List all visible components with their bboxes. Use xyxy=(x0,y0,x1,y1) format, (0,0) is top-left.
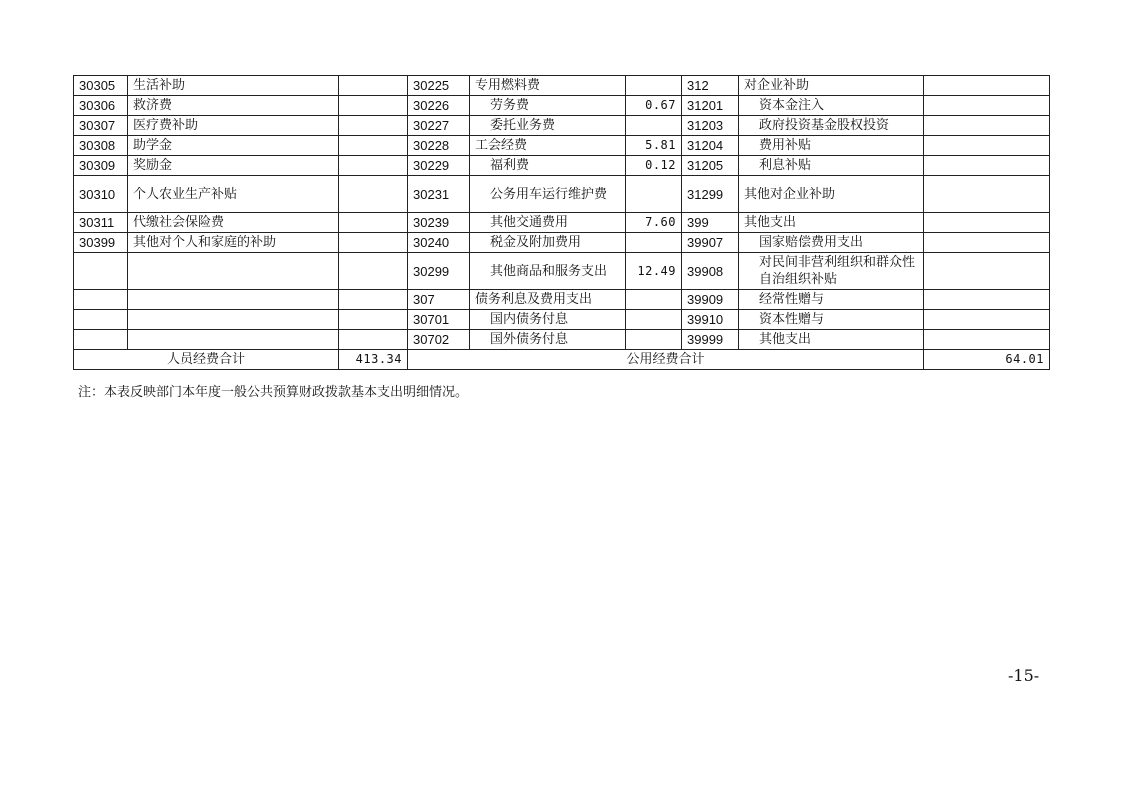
amount-cell: 12.49 xyxy=(626,253,682,290)
amount-cell xyxy=(339,290,408,310)
code-cell: 39909 xyxy=(682,290,739,310)
amount-cell xyxy=(339,330,408,350)
code-cell: 30239 xyxy=(408,213,470,233)
code-cell xyxy=(74,310,128,330)
amount-cell xyxy=(924,310,1050,330)
item-name-cell: 奖励金 xyxy=(128,156,339,176)
code-cell: 30309 xyxy=(74,156,128,176)
table-row xyxy=(74,76,1050,96)
amount-cell: 7.60 xyxy=(626,213,682,233)
table-row xyxy=(74,330,1050,350)
item-name-cell: 政府投资基金股权投资 xyxy=(739,116,924,136)
amount-cell xyxy=(339,116,408,136)
code-cell: 30305 xyxy=(74,76,128,96)
item-name-cell: 经常性赠与 xyxy=(739,290,924,310)
code-cell: 30299 xyxy=(408,253,470,290)
code-cell: 312 xyxy=(682,76,739,96)
personnel-total-label: 人员经费合计 xyxy=(74,350,339,370)
item-name-cell: 生活补助 xyxy=(128,76,339,96)
item-name-cell: 对民间非营利组织和群众性自治组织补贴 xyxy=(739,253,924,290)
amount-cell xyxy=(626,233,682,253)
code-cell: 399 xyxy=(682,213,739,233)
item-name-cell xyxy=(128,330,339,350)
amount-cell xyxy=(339,213,408,233)
amount-cell xyxy=(924,330,1050,350)
code-cell: 30701 xyxy=(408,310,470,330)
code-cell: 30229 xyxy=(408,156,470,176)
item-name-cell: 公务用车运行维护费 xyxy=(470,176,626,213)
code-cell: 30399 xyxy=(74,233,128,253)
table-row xyxy=(74,233,1050,253)
amount-cell xyxy=(626,76,682,96)
amount-cell xyxy=(924,156,1050,176)
item-name-cell: 其他对企业补助 xyxy=(739,176,924,213)
amount-cell xyxy=(626,290,682,310)
item-name-cell: 其他支出 xyxy=(739,213,924,233)
item-name-cell: 委托业务费 xyxy=(470,116,626,136)
table-body xyxy=(74,76,1050,370)
item-name-cell: 助学金 xyxy=(128,136,339,156)
amount-cell: 0.67 xyxy=(626,96,682,116)
amount-cell xyxy=(924,290,1050,310)
code-cell: 31204 xyxy=(682,136,739,156)
amount-cell xyxy=(626,176,682,213)
item-name-cell: 专用燃料费 xyxy=(470,76,626,96)
code-cell: 30311 xyxy=(74,213,128,233)
table-footnote: 注：本表反映部门本年度一般公共预算财政拨款基本支出明细情况。 xyxy=(78,385,469,400)
amount-cell xyxy=(924,253,1050,290)
code-cell: 30702 xyxy=(408,330,470,350)
personnel-total-value: 413.34 xyxy=(339,350,408,370)
code-cell: 30227 xyxy=(408,116,470,136)
amount-cell xyxy=(924,213,1050,233)
table-row xyxy=(74,136,1050,156)
amount-cell xyxy=(924,96,1050,116)
amount-cell: 0.12 xyxy=(626,156,682,176)
item-name-cell: 债务利息及费用支出 xyxy=(470,290,626,310)
item-name-cell: 国内债务付息 xyxy=(470,310,626,330)
code-cell: 31201 xyxy=(682,96,739,116)
amount-cell xyxy=(626,310,682,330)
item-name-cell: 医疗费补助 xyxy=(128,116,339,136)
amount-cell xyxy=(924,76,1050,96)
amount-cell xyxy=(924,116,1050,136)
table-row xyxy=(74,96,1050,116)
item-name-cell: 其他对个人和家庭的补助 xyxy=(128,233,339,253)
code-cell xyxy=(74,330,128,350)
amount-cell xyxy=(339,76,408,96)
item-name-cell: 国外债务付息 xyxy=(470,330,626,350)
amount-cell: 5.81 xyxy=(626,136,682,156)
amount-cell xyxy=(339,96,408,116)
table-row xyxy=(74,156,1050,176)
item-name-cell: 救济费 xyxy=(128,96,339,116)
code-cell: 30228 xyxy=(408,136,470,156)
code-cell: 31299 xyxy=(682,176,739,213)
code-cell: 31205 xyxy=(682,156,739,176)
item-name-cell: 资本金注入 xyxy=(739,96,924,116)
amount-cell xyxy=(626,330,682,350)
table-row xyxy=(74,253,1050,290)
item-name-cell: 工会经费 xyxy=(470,136,626,156)
item-name-cell: 税金及附加费用 xyxy=(470,233,626,253)
amount-cell xyxy=(339,156,408,176)
page-number: -15- xyxy=(1008,666,1040,685)
item-name-cell: 利息补贴 xyxy=(739,156,924,176)
code-cell: 30308 xyxy=(74,136,128,156)
amount-cell xyxy=(924,176,1050,213)
code-cell xyxy=(74,290,128,310)
code-cell xyxy=(74,253,128,290)
item-name-cell: 国家赔偿费用支出 xyxy=(739,233,924,253)
code-cell: 30231 xyxy=(408,176,470,213)
item-name-cell: 其他支出 xyxy=(739,330,924,350)
item-name-cell: 对企业补助 xyxy=(739,76,924,96)
code-cell: 307 xyxy=(408,290,470,310)
table-row xyxy=(74,310,1050,330)
item-name-cell: 代缴社会保险费 xyxy=(128,213,339,233)
code-cell: 30225 xyxy=(408,76,470,96)
code-cell: 30310 xyxy=(74,176,128,213)
expenditure-detail-table xyxy=(73,75,1050,370)
item-name-cell: 个人农业生产补贴 xyxy=(128,176,339,213)
item-name-cell: 劳务费 xyxy=(470,96,626,116)
code-cell: 30306 xyxy=(74,96,128,116)
amount-cell xyxy=(339,176,408,213)
totals-row xyxy=(74,350,1050,370)
public-total-value: 64.01 xyxy=(924,350,1050,370)
table-row xyxy=(74,176,1050,213)
table-row xyxy=(74,213,1050,233)
amount-cell xyxy=(339,253,408,290)
code-cell: 30226 xyxy=(408,96,470,116)
amount-cell xyxy=(339,310,408,330)
public-total-label: 公用经费合计 xyxy=(408,350,924,370)
item-name-cell: 费用补贴 xyxy=(739,136,924,156)
code-cell: 39999 xyxy=(682,330,739,350)
amount-cell xyxy=(626,116,682,136)
amount-cell xyxy=(924,233,1050,253)
code-cell: 39907 xyxy=(682,233,739,253)
code-cell: 30307 xyxy=(74,116,128,136)
amount-cell xyxy=(339,233,408,253)
item-name-cell: 其他商品和服务支出 xyxy=(470,253,626,290)
item-name-cell: 福利费 xyxy=(470,156,626,176)
table-row xyxy=(74,116,1050,136)
table-row xyxy=(74,290,1050,310)
code-cell: 39910 xyxy=(682,310,739,330)
amount-cell xyxy=(924,136,1050,156)
item-name-cell xyxy=(128,253,339,290)
code-cell: 31203 xyxy=(682,116,739,136)
item-name-cell xyxy=(128,290,339,310)
item-name-cell: 其他交通费用 xyxy=(470,213,626,233)
code-cell: 30240 xyxy=(408,233,470,253)
amount-cell xyxy=(339,136,408,156)
item-name-cell xyxy=(128,310,339,330)
item-name-cell: 资本性赠与 xyxy=(739,310,924,330)
code-cell: 39908 xyxy=(682,253,739,290)
